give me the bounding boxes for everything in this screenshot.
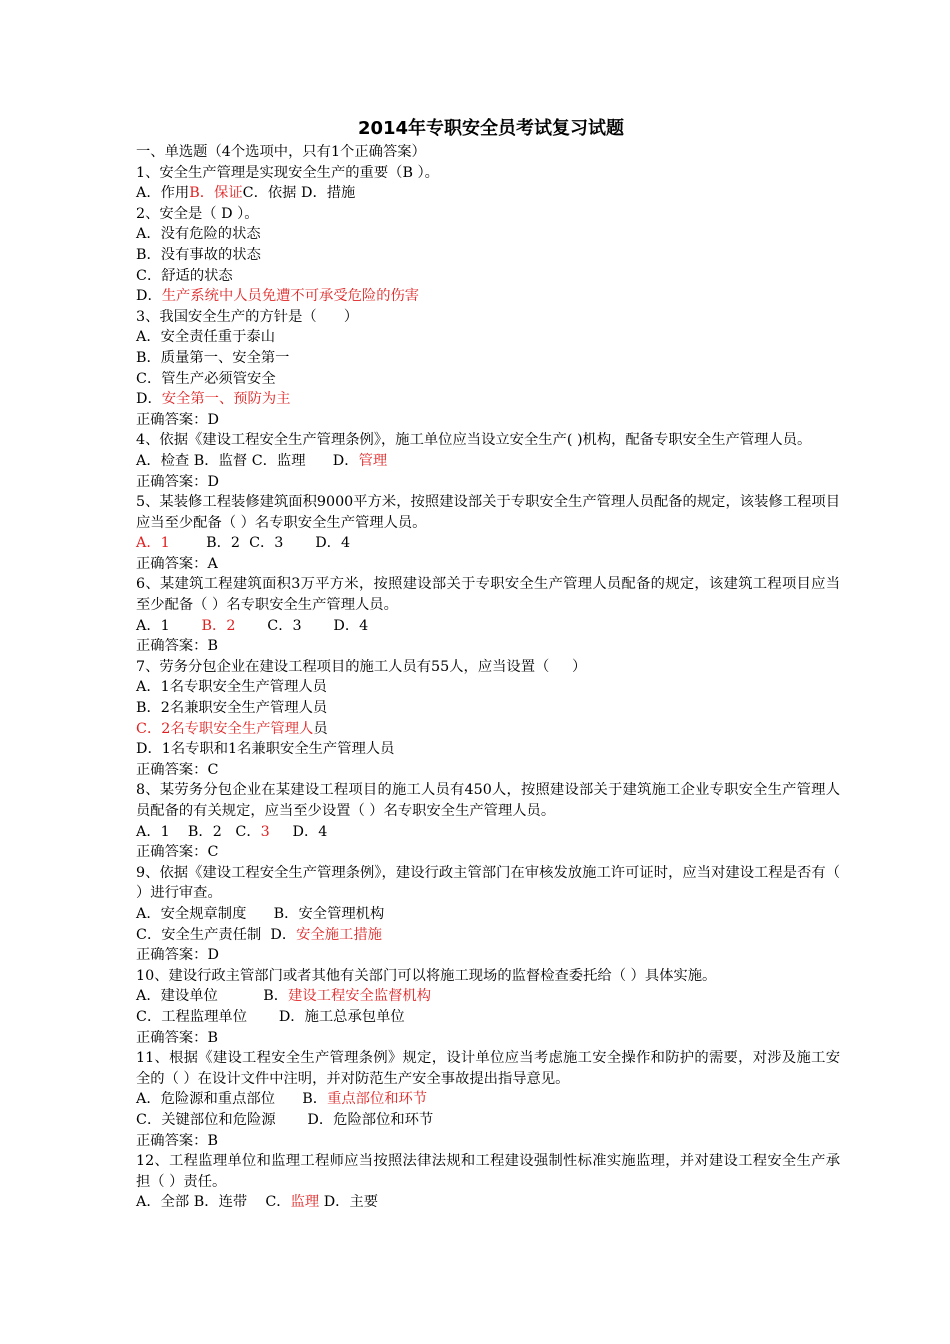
text-segment: A．安全规章制度 B．安全管理机构 (136, 905, 385, 922)
text-segment: 6、某建筑工程建筑面积3万平方米，按照建设部关于专职安全生产管理人员配备的规定，该建筑工程项目应当至少配备（ ）名专职安全生产管理人员。 (136, 576, 840, 614)
document-line (136, 780, 840, 821)
document-line (136, 286, 840, 307)
document-title: 2014年专职安全员考试复习试题 (357, 118, 625, 139)
text-segment: 正确答案：C (136, 761, 219, 778)
document-line (136, 224, 840, 245)
text-segment: 4、依据《建设工程安全生产管理条例》，施工单位应当设立安全生产( )机构，配备专职安全生产管理人员。 (136, 432, 812, 449)
text-segment: B．没有事故的状态 (136, 246, 261, 263)
text-segment: A．1 (136, 617, 202, 634)
document-line (136, 904, 840, 925)
document-page (136, 116, 840, 1213)
text-segment: 正确答案：B (136, 1029, 218, 1046)
document-line (136, 760, 840, 781)
document-line (136, 986, 840, 1007)
document-line (136, 616, 840, 637)
text-segment: C．关键部位和危险源 D．危险部位和环节 (136, 1111, 434, 1128)
answer-highlight: 3 (260, 823, 270, 840)
answer-highlight: B．保证 (189, 185, 243, 202)
question-list (136, 163, 840, 1213)
document-line (136, 657, 840, 678)
text-segment: 10、建设行政主管部门或者其他有关部门可以将施工现场的监督检查委托给（ ）具体实施。 (136, 967, 717, 984)
text-segment: A．没有危险的状态 (136, 226, 261, 243)
text-segment: A．检查 B．监督 C．监理 D． (136, 452, 359, 469)
text-segment: A．1 B．2 C． (136, 823, 261, 840)
text-segment: C．安全生产责任制 D． (136, 926, 297, 943)
document-line (136, 1048, 840, 1089)
text-segment: 正确答案：D (136, 947, 219, 964)
text-segment: D．主要 (319, 1194, 379, 1211)
document-line (136, 1192, 840, 1213)
document-line (136, 925, 840, 946)
document-line (136, 430, 840, 451)
text-segment: A．全部 B．连带 C． (136, 1194, 291, 1211)
document-line (136, 389, 840, 410)
document-line (136, 472, 840, 493)
document-line (136, 677, 840, 698)
document-line (136, 698, 840, 719)
text-segment: 正确答案：B (136, 638, 218, 655)
document-line (136, 842, 840, 863)
answer-highlight: 生产系统中人员免遭不可承受危险的伤害 (161, 288, 420, 305)
document-line (136, 554, 840, 575)
text-segment: A．作用 (136, 185, 190, 202)
text-segment: C．依据 D．措施 (242, 185, 356, 202)
document-line (136, 719, 840, 740)
document-line (136, 822, 840, 843)
text-segment: D．4 (269, 823, 328, 840)
section-heading: 一、单选题（4个选项中，只有1个正确答案） (136, 144, 426, 160)
answer-highlight: 监理 (290, 1194, 320, 1211)
text-segment: 员 (313, 720, 328, 737)
text-segment: D． (136, 391, 162, 408)
document-line (136, 966, 840, 987)
text-segment: 11、根据《建设工程安全生产管理条例》规定，设计单位应当考虑施工安全操作和防护的需要，对涉及施工安全的（ ）在设计文件中注明，并对防范生产安全事故提出指导意见。 (136, 1050, 840, 1087)
document-line (136, 327, 840, 348)
document-line (136, 1151, 840, 1192)
document-line (136, 245, 840, 266)
text-segment: 7、劳务分包企业在建设工程项目的施工人员有55人，应当设置（ ） (136, 658, 587, 675)
text-segment: B．2名兼职安全生产管理人员 (136, 700, 328, 717)
document-line (136, 1131, 840, 1152)
document-line (136, 863, 840, 904)
text-segment: C．舒适的状态 (136, 267, 233, 284)
document-line (136, 636, 840, 657)
document-line (136, 1089, 840, 1110)
text-segment: 3、我国安全生产的方针是（ ） (136, 308, 359, 325)
text-segment: C．工程监理单位 D．施工总承包单位 (136, 1008, 405, 1025)
text-segment: A．建设单位 B． (136, 988, 289, 1005)
text-segment: A．安全责任重于泰山 (136, 329, 275, 346)
answer-highlight: B．2 (201, 617, 236, 634)
text-segment: B．2 C．3 D．4 (169, 535, 351, 552)
document-line (136, 183, 840, 204)
text-segment: C．3 D．4 (235, 617, 369, 634)
text-segment: 正确答案：A (136, 555, 218, 572)
text-segment: 1、安全生产管理是实现安全生产的重要（B ）。 (136, 164, 439, 181)
document-line (136, 163, 840, 184)
document-line (136, 204, 840, 225)
answer-highlight: 建设工程安全监督机构 (288, 988, 432, 1005)
text-segment: A．1名专职安全生产管理人员 (136, 679, 327, 696)
answer-highlight: C．2名专职安全生产管理人 (136, 720, 314, 737)
text-segment: 5、某装修工程装修建筑面积9000平方米，按照建设部关于专职安全生产管理人员配备的规定，该装修工程项目应当至少配备（ ）名专职安全生产管理人员。 (136, 494, 840, 531)
text-segment: 正确答案：B (136, 1132, 218, 1149)
document-line (136, 533, 840, 554)
text-segment: 8、某劳务分包企业在某建设工程项目的施工人员有450人，按照建设部关于建筑施工企业专职安全生产管理人员配备的有关规定，应当至少设置（ ）名专职安全生产管理人员。 (136, 782, 840, 819)
text-segment: D．1名专职和1名兼职安全生产管理人员 (136, 741, 395, 758)
document-line (136, 492, 840, 533)
text-segment: 正确答案：D (136, 473, 219, 490)
text-segment: 9、依据《建设工程安全生产管理条例》，建设行政主管部门在审核发放施工许可证时，应当对建设工程是否有（ ）进行审查。 (136, 864, 840, 902)
answer-highlight: 安全施工措施 (296, 926, 382, 943)
text-segment: 正确答案：D (136, 411, 219, 428)
text-segment: D． (136, 288, 162, 305)
document-line (136, 266, 840, 287)
document-line (136, 1007, 840, 1028)
document-line (136, 739, 840, 760)
document-line (136, 574, 840, 615)
document-line (136, 1028, 840, 1049)
document-line (136, 1110, 840, 1131)
document-line (136, 369, 840, 390)
text-segment: C．管生产必须管安全 (136, 370, 276, 387)
text-segment: B．质量第一、安全第一 (136, 349, 290, 366)
document-line (136, 410, 840, 431)
answer-highlight: 管理 (358, 452, 388, 469)
answer-highlight: 重点部位和环节 (327, 1091, 428, 1108)
text-segment: A．危险源和重点部位 B． (136, 1091, 328, 1108)
answer-highlight: 安全第一、预防为主 (161, 391, 291, 408)
document-line (136, 348, 840, 369)
document-line (136, 307, 840, 328)
text-segment: 正确答案：C (136, 844, 219, 861)
text-segment: 12、工程监理单位和监理工程师应当按照法律法规和工程建设强制性标准实施监理，并对建设工程安全生产承担（ ）责任。 (136, 1153, 840, 1190)
document-line (136, 451, 840, 472)
answer-highlight: A．1 (136, 535, 170, 552)
text-segment: 2、安全是（ D ）。 (136, 205, 259, 222)
document-line (136, 945, 840, 966)
